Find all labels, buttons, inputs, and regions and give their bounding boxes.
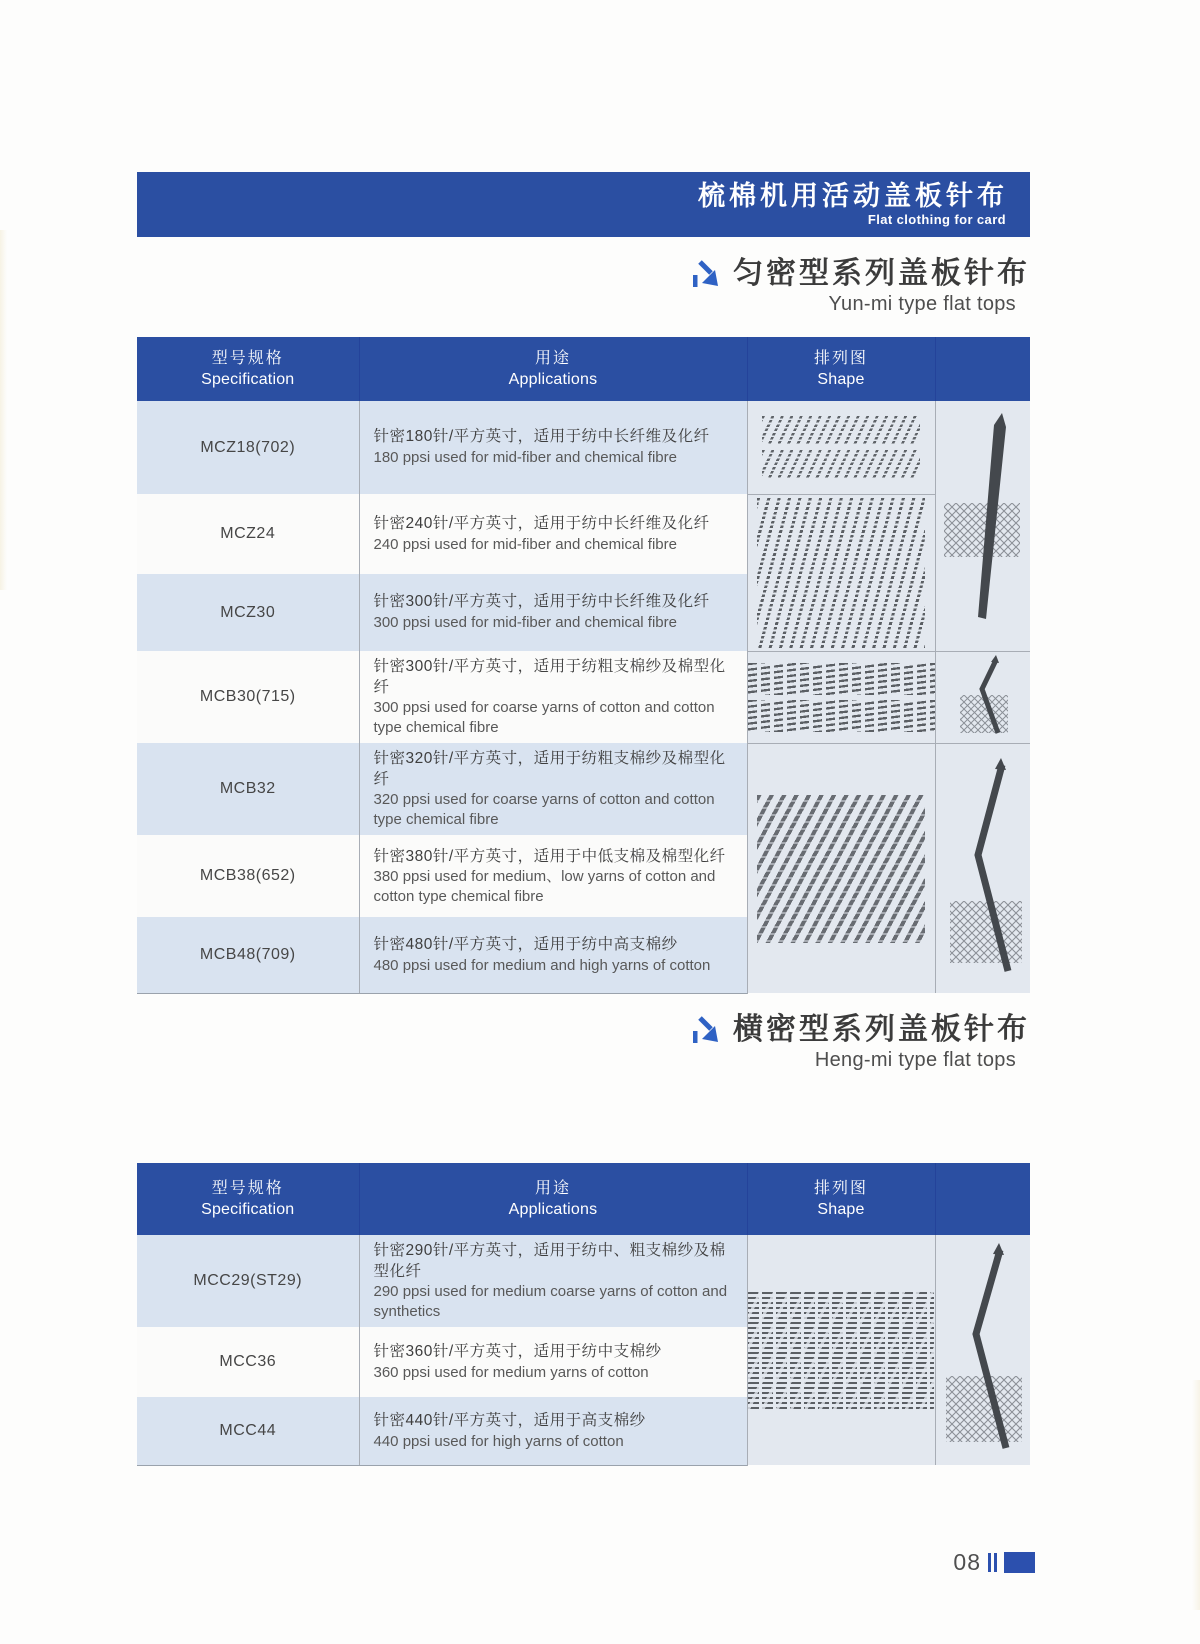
bent-needle-large-icon [936, 753, 1031, 979]
application-cell [359, 743, 747, 835]
application-en: 290 ppsi used for medium coarse yarns of cotton and synthetics [373, 1283, 728, 1320]
page-banner [137, 172, 1030, 237]
shape-cell [747, 743, 935, 993]
straight-needle-icon [936, 403, 1031, 643]
application-en: 320 ppsi used for coarse yarns of cotton and cotton type chemical fibre [373, 791, 715, 828]
application-en: 300 ppsi used for mid-fiber and chemical fibre [373, 614, 677, 632]
hatch-pattern-mcz18 [748, 416, 935, 479]
col-header-needle-blank [935, 337, 1030, 401]
page-footer [137, 1549, 1035, 1576]
col-header-applications [359, 1163, 747, 1235]
spec-cell: MCB30(715) [137, 651, 359, 743]
col-header-spec-en: Specification [201, 370, 295, 388]
needle-cell [935, 743, 1030, 993]
application-cell [359, 401, 747, 494]
section-title-zh: 横密型系列盖板针布 [733, 1012, 1030, 1046]
spec-cell: MCB32 [137, 743, 359, 835]
hatch-pattern-mcb32-48 [757, 795, 925, 943]
shape-cell [747, 401, 935, 494]
shape-cell [747, 494, 935, 651]
application-en: 360 ppsi used for medium yarns of cotton [373, 1363, 649, 1381]
scan-edge-smudge [0, 230, 7, 590]
scan-edge-smudge [1192, 1380, 1200, 1610]
col-header-spec-zh: 型号规格 [211, 350, 284, 368]
table-header-row [137, 1163, 1030, 1235]
col-header-app-zh: 用途 [534, 1180, 571, 1198]
col-header-spec-zh: 型号规格 [211, 1180, 284, 1198]
application-en: 440 ppsi used for high yarns of cotton [373, 1432, 624, 1450]
page-number-bars-icon [988, 1553, 997, 1572]
yunmi-table [137, 337, 1030, 994]
table-row [137, 743, 1030, 835]
spec-cell: MCB48(709) [137, 917, 359, 993]
table-row [137, 401, 1030, 494]
table-row [137, 651, 1030, 743]
col-header-specification [137, 1163, 359, 1235]
hatch-pattern-mcb30 [748, 663, 935, 732]
application-en: 380 ppsi used for medium、low yarns of cotton and cotton type chemical fibre [373, 868, 716, 905]
application-cell [359, 1235, 747, 1327]
application-zh: 针密360针/平方英寸，适用于纺中支棉纱 [373, 1343, 662, 1361]
col-header-shape-zh: 排列图 [813, 1180, 868, 1198]
spec-cell: MCC44 [137, 1397, 359, 1465]
bent-needle-small-icon [936, 653, 1031, 737]
hengmi-table [137, 1163, 1030, 1466]
page-number: 08 [953, 1549, 981, 1575]
application-cell [359, 1327, 747, 1397]
spec-cell: MCZ24 [137, 494, 359, 574]
col-header-shape [747, 1163, 935, 1235]
table-row [137, 494, 1030, 574]
application-cell [359, 574, 747, 651]
banner-subtitle-en: Flat clothing for card [867, 212, 1006, 228]
col-header-shape [747, 337, 935, 401]
section-title-zh: 匀密型系列盖板针布 [733, 256, 1030, 290]
spec-cell: MCC36 [137, 1327, 359, 1397]
application-zh: 针密300针/平方英寸，适用于纺中长纤维及化纤 [373, 593, 710, 611]
shape-cell [747, 651, 935, 743]
col-header-app-en: Applications [508, 370, 598, 388]
application-cell [359, 917, 747, 993]
col-header-app-zh: 用途 [534, 350, 571, 368]
application-en: 480 ppsi used for medium and high yarns of cotton [373, 956, 711, 974]
application-zh: 针密480针/平方英寸，适用于纺中高支棉纱 [373, 936, 678, 954]
section-title-en: Yun-mi type flat tops [828, 293, 1016, 315]
application-en: 180 ppsi used for mid-fiber and chemical fibre [373, 449, 677, 467]
section-title-yunmi [137, 256, 1030, 316]
application-zh: 针密320针/平方英寸，适用于纺粗支棉纱及棉型化纤 [373, 750, 726, 788]
hatch-pattern-mcc [748, 1291, 934, 1409]
application-zh: 针密300针/平方英寸，适用于纺粗支棉纱及棉型化纤 [373, 658, 726, 696]
banner-title-zh: 梳棉机用活动盖板针布 [698, 180, 1008, 211]
shape-cell [747, 1235, 935, 1465]
application-zh: 针密240针/平方英寸，适用于纺中长纤维及化纤 [373, 514, 710, 532]
application-cell [359, 1397, 747, 1465]
spec-cell: MCZ18(702) [137, 401, 359, 494]
needle-cell [935, 651, 1030, 743]
col-header-shape-en: Shape [817, 370, 865, 388]
down-right-arrow-icon [689, 256, 723, 290]
section-title-en: Heng-mi type flat tops [814, 1049, 1016, 1071]
section-title-hengmi [137, 1012, 1030, 1072]
down-right-arrow-icon [689, 1012, 723, 1046]
col-header-needle-blank [935, 1163, 1030, 1235]
application-zh: 针密290针/平方英寸，适用于纺中、粗支棉纱及棉型化纤 [373, 1242, 726, 1280]
col-header-applications [359, 337, 747, 401]
application-zh: 针密440针/平方英寸，适用于高支棉纱 [373, 1411, 646, 1429]
application-en: 300 ppsi used for coarse yarns of cotton and cotton type chemical fibre [373, 699, 715, 736]
application-zh: 针密380针/平方英寸，适用于中低支棉及棉型化纤 [373, 847, 726, 865]
needle-cell [935, 401, 1030, 651]
application-cell [359, 494, 747, 574]
application-en: 240 ppsi used for mid-fiber and chemical fibre [373, 535, 677, 553]
application-cell [359, 835, 747, 917]
spec-cell: MCZ30 [137, 574, 359, 651]
application-cell [359, 651, 747, 743]
col-header-app-en: Applications [508, 1200, 598, 1218]
spec-cell: MCB38(652) [137, 835, 359, 917]
table-row [137, 1235, 1030, 1327]
hatch-pattern-mcz24-30 [757, 498, 925, 648]
needle-cell [935, 1235, 1030, 1465]
spec-cell: MCC29(ST29) [137, 1235, 359, 1327]
bent-needle-large-icon [936, 1240, 1031, 1456]
col-header-specification [137, 337, 359, 401]
col-header-spec-en: Specification [201, 1200, 295, 1218]
col-header-shape-zh: 排列图 [813, 350, 868, 368]
page-number-block-icon [1004, 1552, 1035, 1573]
application-zh: 针密180针/平方英寸，适用于纺中长纤维及化纤 [373, 428, 710, 446]
col-header-shape-en: Shape [817, 1200, 865, 1218]
table-header-row [137, 337, 1030, 401]
